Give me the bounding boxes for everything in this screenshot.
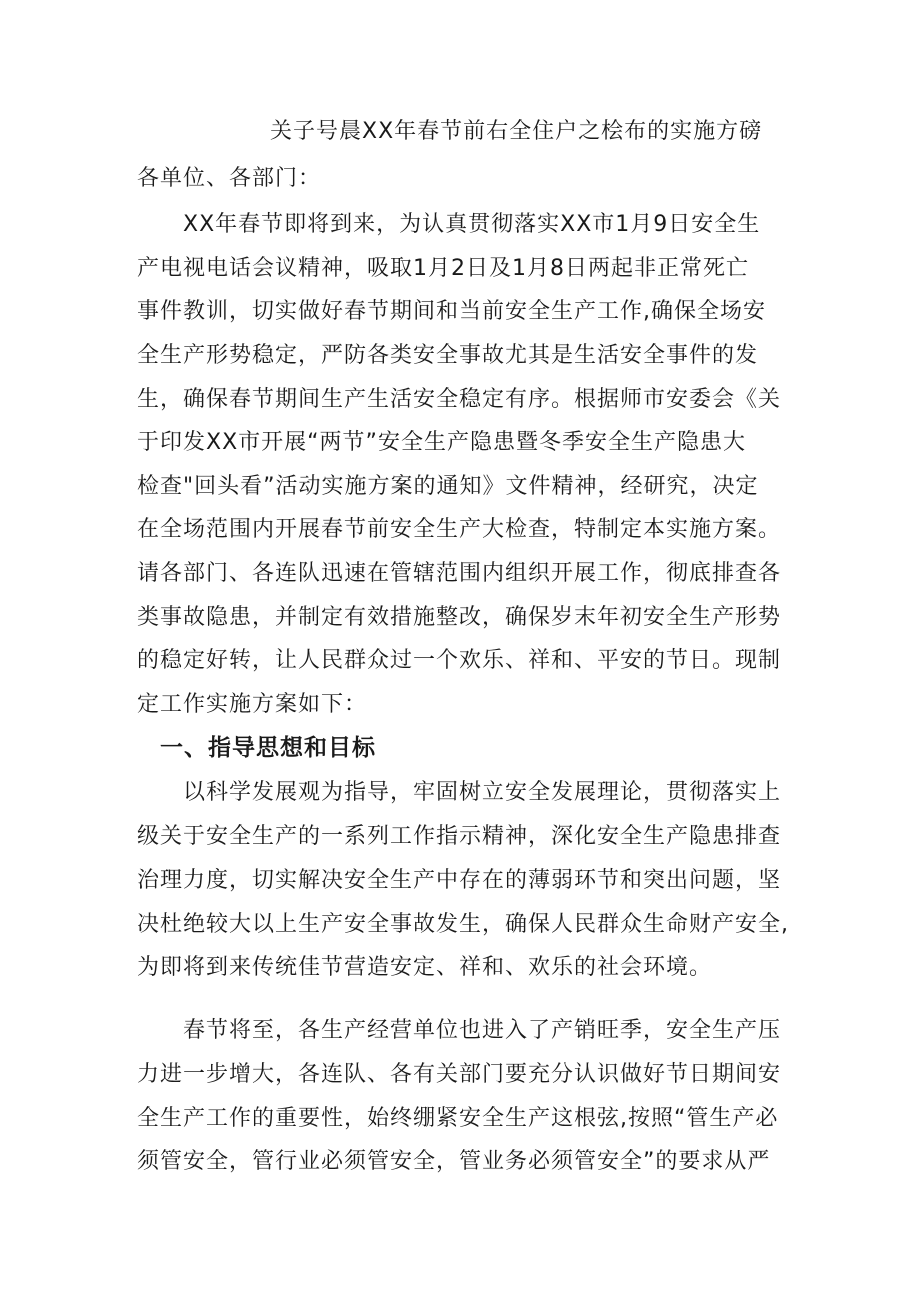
section-1-heading: 一、指导思想和目标 [160,735,376,761]
paragraph-1-line-4: 全生产形势稳定，严防各类安全事故尤其是生活安全事件的发 [137,343,759,368]
paragraph-1-line-3: 事件教训，切实做好春节期间和当前安全生产工作,确保全场安 [137,299,766,324]
paragraph-3-line-1: 春节将至，各生产经营单位也进入了产销旺季，安全生产压 [183,1018,782,1043]
paragraph-1-line-1: XX年春节即将到来，为认真贯彻落实XX市1月9日安全生 [183,212,761,237]
paragraph-2-line-3: 治理力度，切实解决安全生产中存在的薄弱环节和突出问题，坚 [137,868,782,893]
paragraph-1-line-7: 检查"回头看”活动实施方案的通知》文件精神，经研究，决定 [137,474,759,499]
paragraph-2-line-2: 级关于安全生产的一系列工作指示精神，深化安全生产隐患排查 [137,824,782,849]
paragraph-1-line-5: 生，确保春节期间生产生活安全稳定有序。根据师市安委会《关 [137,387,782,412]
paragraph-3-line-3: 全生产工作的重要性，始终绷紧安全生产这根弦,按照“管生产必 [137,1106,779,1131]
paragraph-1-line-12: 定工作实施方案如下： [137,692,368,717]
paragraph-3-line-2: 力进一步增大，各连队、各有关部门要充分认识做好节日期间安 [137,1062,782,1087]
paragraph-1-line-11: 的稳定好转，让人民群众过一个欢乐、祥和、平安的节日。现制 [137,648,782,673]
salutation: 各单位、各部门： [137,166,322,191]
paragraph-1-line-10: 类事故隐患，并制定有效措施整改，确保岁末年初安全生产形势 [137,605,782,630]
paragraph-1-line-8: 在全场范围内开展春节前安全生产大检查，特制定本实施方案。 [137,517,782,542]
paragraph-2-line-4: 决杜绝较大以上生产安全事故发生，确保人民群众生命财产安全, [137,912,789,937]
paragraph-1-line-6: 于印发XX市开展“两节”安全生产隐患暨冬季安全生产隐患大 [137,430,746,455]
document-title: 关子号晨XX年春节前右全住户之桧布的实施方磅 [270,119,763,144]
paragraph-1-line-9: 请各部门、各连队迅速在管辖范围内组织开展工作，彻底排查各 [137,561,782,586]
paragraph-1-line-2: 产电视电话会议精神，吸取1月2日及1月8日两起非正常死亡 [137,256,749,281]
paragraph-2-line-1: 以科学发展观为指导，牢固树立安全发展理论，贯彻落实上 [183,780,782,805]
paragraph-3-line-4: 须管安全，管行业必须管安全，管业务必须管安全”的要求从严 [137,1149,771,1174]
paragraph-2-line-5: 为即将到来传统佳节营造安定、祥和、欢乐的社会环境。 [137,955,713,980]
